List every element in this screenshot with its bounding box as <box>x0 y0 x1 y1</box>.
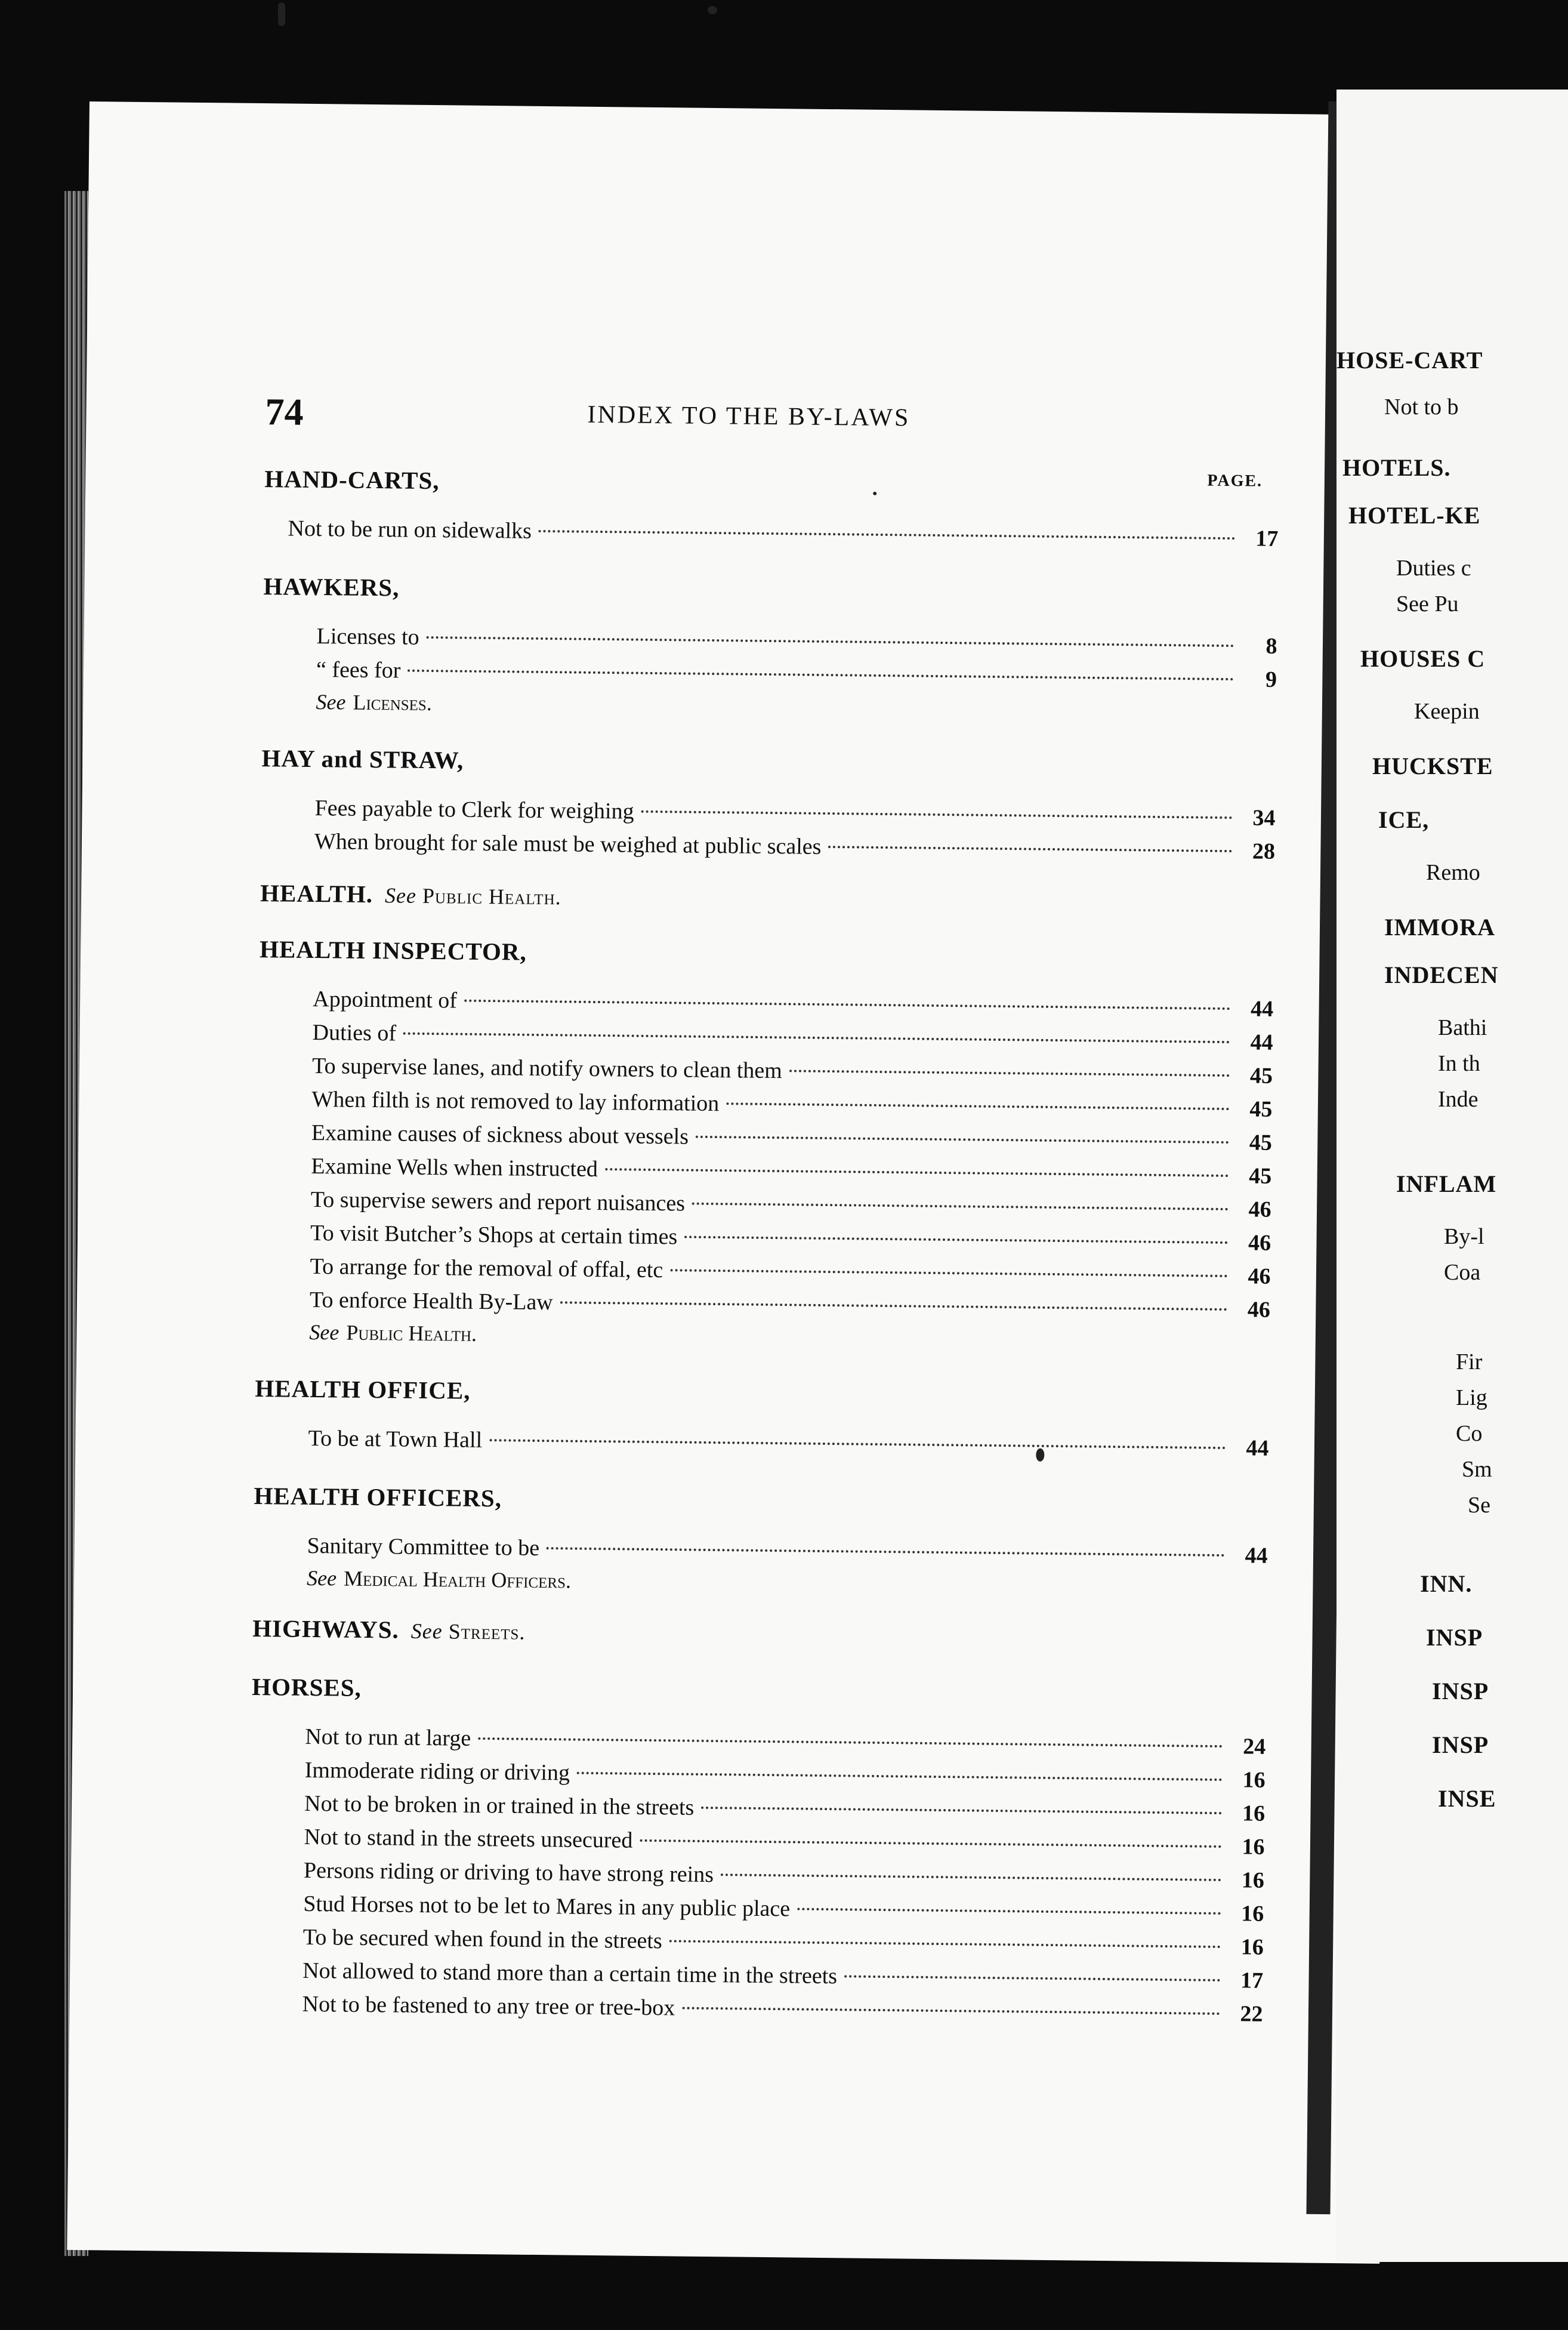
entry-page-number: 44 <box>1246 1435 1269 1461</box>
entry-label: Not to be broken in or trained in the streets <box>304 1790 695 1820</box>
running-head <box>265 390 1399 449</box>
entry-label: To enforce Health By-Law <box>309 1287 553 1315</box>
dot-leader <box>696 1136 1229 1144</box>
ink-speck <box>278 2 285 26</box>
heading-text: HIGHWAYS. <box>252 1614 400 1644</box>
facing-page-fragment: Co <box>1456 1421 1483 1446</box>
cross-reference: Medical Health Officers. <box>343 1566 572 1593</box>
entry-label: To be at Town Hall <box>308 1425 483 1453</box>
facing-page-fragment: HUCKSTE <box>1372 753 1493 779</box>
entry-label: When brought for sale must be weighed at public scales <box>314 829 822 859</box>
entry-label: Sanitary Committee to be <box>307 1533 540 1561</box>
index-section <box>255 932 1274 1358</box>
page-column-label: PAGE. <box>1207 471 1263 491</box>
dot-leader <box>547 1547 1225 1557</box>
entry-label: Persons riding or driving to have strong reins <box>303 1857 714 1888</box>
entry-label: To supervise lanes, and notify owners to clean them <box>311 1053 783 1084</box>
entry-page-number: 34 <box>1252 805 1276 831</box>
index-section <box>260 876 1275 921</box>
index-section <box>254 1371 1269 1465</box>
facing-page-fragment: ICE, <box>1378 806 1430 833</box>
entry-page-number: 17 <box>1240 1968 1264 1993</box>
dot-leader <box>828 846 1232 852</box>
facing-page-fragment: Bathi <box>1438 1015 1487 1040</box>
entry-page-number: 45 <box>1249 1130 1273 1155</box>
entry-label: Examine causes of sickness about vessels <box>311 1120 689 1149</box>
facing-page-fragment: INSP <box>1432 1731 1489 1758</box>
index-section <box>253 1478 1268 1604</box>
entry-page-number: 17 <box>1255 526 1279 551</box>
entry-label: To arrange for the removal of offal, etc <box>310 1253 663 1283</box>
see-word: See <box>410 1619 443 1644</box>
entry-page-number: 22 <box>1240 2001 1263 2027</box>
section-heading <box>260 876 1275 921</box>
dot-leader <box>701 1807 1222 1814</box>
dot-leader <box>605 1168 1229 1177</box>
running-title: INDEX TO THE BY-LAWS <box>587 400 910 432</box>
entry-page-number: 45 <box>1249 1096 1273 1122</box>
section-heading <box>254 1478 1268 1524</box>
cross-reference: Public Health. <box>346 1320 477 1346</box>
index-section <box>261 741 1276 868</box>
cross-reference: Streets. <box>448 1619 526 1644</box>
entry-label: “ fees for <box>316 657 401 683</box>
entry-page-number: 24 <box>1243 1734 1266 1759</box>
facing-page <box>1336 90 1568 2262</box>
facing-page-fragment: INSP <box>1426 1624 1483 1651</box>
facing-page-fragment: HOTEL-KE <box>1348 502 1481 529</box>
entry-page-number: 16 <box>1242 1834 1265 1860</box>
entry-label: Not to run at large <box>305 1724 471 1751</box>
facing-page-fragment: Coa <box>1444 1260 1481 1285</box>
index-body <box>248 461 1279 2043</box>
see-word: See <box>306 1565 337 1591</box>
dot-leader <box>408 670 1234 680</box>
cross-reference: Public Health. <box>422 883 561 910</box>
dot-leader <box>684 1236 1228 1244</box>
entry-label: Duties of <box>312 1019 397 1046</box>
entry-label: Not to be fastened to any tree or tree-box <box>302 1991 675 2021</box>
entry-page-number: 46 <box>1248 1263 1271 1289</box>
dot-leader <box>478 1737 1223 1748</box>
facing-page-fragment: In th <box>1438 1051 1480 1076</box>
facing-page-fragment: IMMORA <box>1384 914 1495 941</box>
index-section <box>252 1611 1267 1656</box>
facing-page-fragment: See Pu <box>1396 591 1459 617</box>
entry-label: Immoderate riding or driving <box>304 1757 570 1786</box>
section-heading <box>252 1611 1267 1656</box>
facing-page-fragment: Not to b <box>1384 395 1459 420</box>
entry-page-number: 45 <box>1249 1063 1273 1089</box>
heading-text: HORSES, <box>251 1672 362 1702</box>
entry-page-number: 44 <box>1250 996 1274 1022</box>
entry-page-number: 16 <box>1240 1934 1264 1960</box>
entry-label: Stud Horses not to be let to Mares in any public place <box>303 1891 791 1922</box>
section-heading <box>260 932 1274 977</box>
facing-page-fragment: Fir <box>1456 1349 1483 1374</box>
dot-leader <box>489 1439 1226 1449</box>
entry-page-number: 46 <box>1247 1297 1271 1323</box>
heading-text: HEALTH OFFICE, <box>255 1374 471 1404</box>
facing-page-fragment: INN. <box>1420 1570 1473 1597</box>
heading-text: HEALTH OFFICERS, <box>254 1482 502 1512</box>
entry-page-number: 16 <box>1242 1801 1265 1826</box>
entry-page-number: 16 <box>1241 1867 1265 1893</box>
dot-leader <box>640 1839 1221 1848</box>
dot-leader <box>789 1070 1230 1077</box>
facing-page-fragment: By-l <box>1444 1224 1484 1249</box>
facing-page-fragment: INSP <box>1432 1678 1489 1705</box>
entry-label: Licenses to <box>316 624 419 650</box>
facing-page-fragment: INDECEN <box>1384 961 1499 988</box>
dot-leader <box>726 1102 1229 1110</box>
facing-page-fragment: Keepin <box>1414 699 1480 724</box>
dot-leader <box>403 1033 1230 1044</box>
entry-label: Examine Wells when instructed <box>311 1153 598 1182</box>
entry-label: Appointment of <box>313 987 458 1013</box>
see-word: See <box>384 883 417 908</box>
index-entry <box>254 1421 1268 1465</box>
dot-leader <box>844 1975 1220 1981</box>
see-word: See <box>316 690 346 714</box>
ink-speck <box>873 492 876 495</box>
entry-page-number: 46 <box>1248 1230 1271 1256</box>
dot-leader <box>577 1772 1223 1781</box>
dot-leader <box>560 1301 1227 1311</box>
entry-page-number: 45 <box>1249 1163 1272 1189</box>
cross-reference: Licenses. <box>353 690 433 716</box>
dot-leader <box>682 2007 1220 2015</box>
dot-leader <box>427 636 1234 647</box>
index-section <box>262 569 1278 728</box>
heading-text: HEALTH. <box>260 879 374 908</box>
see-word: See <box>309 1320 339 1345</box>
facing-page-fragment: HOTELS. <box>1342 454 1451 481</box>
entry-page-number: 44 <box>1250 1030 1273 1055</box>
entry-page-number: 8 <box>1265 633 1277 659</box>
dot-leader <box>464 1000 1230 1010</box>
entry-page-number: 46 <box>1248 1197 1271 1222</box>
section-heading <box>255 1371 1270 1416</box>
facing-page-fragment: Duties c <box>1396 556 1471 581</box>
dot-leader <box>539 530 1236 540</box>
dot-leader <box>721 1873 1221 1881</box>
dot-leader <box>669 1940 1221 1948</box>
page-number: 74 <box>265 390 304 433</box>
entry-label: Not to be run on sidewalks <box>288 516 532 544</box>
dot-leader <box>797 1908 1221 1915</box>
entry-label: To be secured when found in the streets <box>303 1924 662 1954</box>
facing-page-fragment: Remo <box>1426 860 1480 885</box>
entry-label: When filth is not removed to lay information <box>311 1086 720 1117</box>
facing-page-fragment: HOUSES C <box>1360 645 1486 672</box>
heading-text: HAY and STRAW, <box>261 744 464 774</box>
index-section <box>248 1669 1266 2031</box>
facing-page-fragment: HOSE-CART <box>1336 347 1483 374</box>
entry-label: Not to stand in the streets unsecured <box>304 1824 633 1853</box>
entry-label: Not allowed to stand more than a certain time in the streets <box>303 1958 838 1989</box>
section-heading <box>263 569 1278 614</box>
heading-text: HEALTH INSPECTOR, <box>259 935 527 966</box>
entry-label: To supervise sewers and report nuisances <box>310 1186 686 1216</box>
dot-leader <box>670 1269 1227 1277</box>
facing-page-fragment: INSE <box>1438 1785 1496 1812</box>
entry-page-number: 44 <box>1245 1543 1268 1568</box>
facing-page-fragment: Lig <box>1456 1385 1487 1410</box>
dot-leader <box>692 1203 1229 1210</box>
facing-page-fragment: Inde <box>1438 1087 1479 1112</box>
section-heading <box>252 1669 1267 1715</box>
heading-text: HAWKERS, <box>263 572 400 602</box>
entry-label: To visit Butcher’s Shops at certain times <box>310 1220 678 1250</box>
entry-page-number: 9 <box>1265 667 1277 692</box>
ink-speck <box>708 6 717 14</box>
facing-page-fragment: Se <box>1468 1493 1490 1518</box>
dot-leader <box>641 810 1233 819</box>
index-entry <box>264 511 1278 556</box>
entry-page-number: 16 <box>1242 1767 1265 1793</box>
facing-page-fragment: Sm <box>1462 1457 1492 1482</box>
entry-label: Fees payable to Clerk for weighing <box>314 796 634 824</box>
facing-page-fragment: INFLAM <box>1396 1170 1497 1197</box>
index-section <box>264 461 1279 556</box>
entry-page-number: 16 <box>1241 1901 1264 1927</box>
entry-page-number: 28 <box>1252 839 1276 864</box>
left-page <box>67 101 1402 2264</box>
section-heading <box>261 741 1276 786</box>
section-heading <box>264 461 1279 507</box>
heading-text: HAND-CARTS, <box>264 465 440 495</box>
